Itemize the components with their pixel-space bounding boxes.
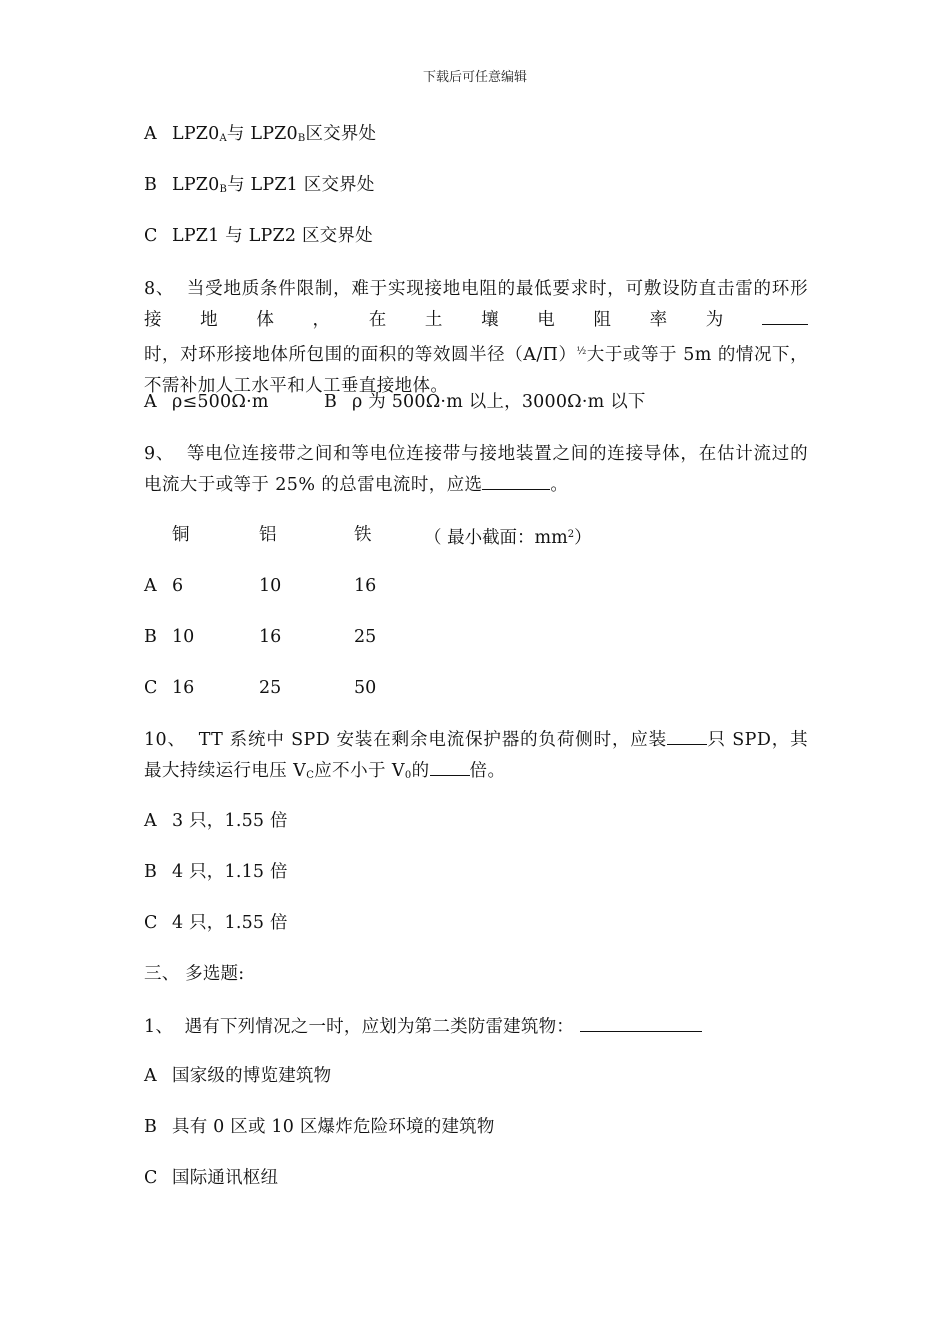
question-text: 大于或等于 5m 的情况下，不需补加人工水平和人工垂直接地体。: [144, 345, 809, 396]
option-text: LPZ0: [172, 124, 220, 144]
question-number: 9、: [144, 444, 175, 464]
question-text: TT 系统中 SPD 安装在剩余电流保护器的负荷侧时，应装: [198, 730, 668, 750]
q10-option-c: [144, 911, 288, 935]
cell-iron: 25: [354, 627, 377, 647]
question-text: 遇有下列情况之一时，应划为第二类防雷建筑物：: [184, 1017, 574, 1037]
q9-table-header: [144, 523, 704, 547]
option-text: 具有 0 区或 10 区爆炸危险环境的建筑物: [172, 1117, 495, 1137]
q7-option-a: [144, 122, 376, 151]
answer-blank: [580, 1013, 702, 1032]
option-letter: B: [144, 175, 158, 195]
answer-blank: [482, 471, 550, 490]
question-9: [144, 439, 808, 501]
superscript: 2: [567, 529, 575, 540]
option-letter: C: [144, 1168, 158, 1188]
option-text: 4 只，1.55 倍: [172, 913, 288, 933]
multi-question-1: [144, 1013, 702, 1039]
option-letter: A: [144, 392, 157, 412]
col-copper: 铜: [172, 525, 190, 545]
option-text: 国际通讯枢纽: [172, 1168, 279, 1188]
q9-row-c: [144, 676, 704, 700]
q9-row-a: [144, 574, 704, 598]
option-letter: B: [144, 1117, 158, 1137]
option-letter: A: [144, 124, 157, 144]
q10-option-a: [144, 809, 288, 833]
page-header: 下载后可任意编辑: [422, 70, 527, 85]
q7-option-b: [144, 173, 375, 202]
question-text: 。: [550, 475, 569, 495]
option-text: 3 只，1.55 倍: [172, 811, 288, 831]
mq1-option-b: [144, 1115, 495, 1139]
q7-option-c: [144, 224, 373, 248]
option-text: 国家级的博览建筑物: [172, 1066, 332, 1086]
answer-blank: [430, 757, 470, 776]
q8-options: [144, 390, 646, 414]
option-text: 4 只，1.15 倍: [172, 862, 288, 882]
note-text: （ 最小截面：mm: [424, 528, 568, 548]
option-text: 与 LPZ0: [226, 124, 298, 144]
question-number: 10、: [144, 730, 186, 750]
question-number: 1、: [144, 1017, 174, 1037]
col-iron: 铁: [354, 525, 372, 545]
option-letter: C: [144, 226, 158, 246]
option-text: ρ 为 500Ω·m 以上，3000Ω·m 以下: [352, 392, 646, 412]
answer-blank: [762, 306, 808, 325]
subscript: C: [306, 770, 315, 781]
subscript: A: [219, 133, 227, 144]
question-text: 倍。: [469, 761, 506, 781]
question-10: [144, 725, 808, 791]
question-8: [144, 274, 808, 402]
option-letter: A: [144, 576, 157, 596]
cell-iron: 50: [354, 678, 377, 698]
option-text: ρ≤500Ω·m: [172, 392, 269, 412]
option-letter: B: [144, 862, 158, 882]
option-letter: A: [144, 811, 157, 831]
cell-copper: 10: [172, 627, 195, 647]
superscript: ½: [576, 346, 587, 357]
subscript: B: [219, 184, 228, 195]
question-text: 的: [411, 761, 430, 781]
section-title: 三、 多选题:: [144, 964, 245, 984]
option-letter: B: [324, 392, 338, 412]
question-text: 只 SPD，其最大持续运行电压 V: [144, 730, 808, 781]
col-note: [424, 523, 592, 550]
cell-copper: 6: [172, 576, 184, 596]
q9-row-b: [144, 625, 704, 649]
question-text: 时，对环形接地体所包围的面积的等效圆半径（A/Π）: [144, 345, 577, 365]
option-text: 区交界处: [305, 124, 377, 144]
subscript: B: [297, 133, 306, 144]
option-text: 与 LPZ1 区交界处: [227, 175, 375, 195]
mq1-option-c: [144, 1166, 278, 1190]
cell-copper: 16: [172, 678, 195, 698]
option-letter: B: [144, 627, 157, 647]
cell-aluminum: 16: [259, 627, 282, 647]
question-text: 当受地质条件限制，难于实现接地电阻的最低要求时，可敷设防直击雷的环形接地体，在土壤电阻率为: [144, 279, 808, 330]
mq1-option-a: [144, 1064, 331, 1088]
question-number: 8、: [144, 279, 175, 299]
option-letter: C: [144, 678, 158, 698]
answer-blank: [667, 726, 707, 745]
cell-iron: 16: [354, 576, 377, 596]
option-letter: C: [144, 913, 158, 933]
subscript: 0: [404, 770, 412, 781]
note-text: ）: [574, 528, 592, 548]
option-text: LPZ1 与 LPZ2 区交界处: [172, 226, 373, 246]
option-text: LPZ0: [172, 175, 220, 195]
question-text: 等电位连接带之间和等电位连接带与接地装置之间的连接导体，在估计流过的电流大于或等于 25% 的总雷电流时，应选: [144, 444, 808, 495]
cell-aluminum: 10: [259, 576, 282, 596]
q10-option-b: [144, 860, 288, 884]
col-aluminum: 铝: [259, 525, 277, 545]
option-letter: A: [144, 1066, 157, 1086]
cell-aluminum: 25: [259, 678, 282, 698]
question-text: 应不小于 V: [314, 761, 405, 781]
q8-option-b: [324, 390, 646, 414]
